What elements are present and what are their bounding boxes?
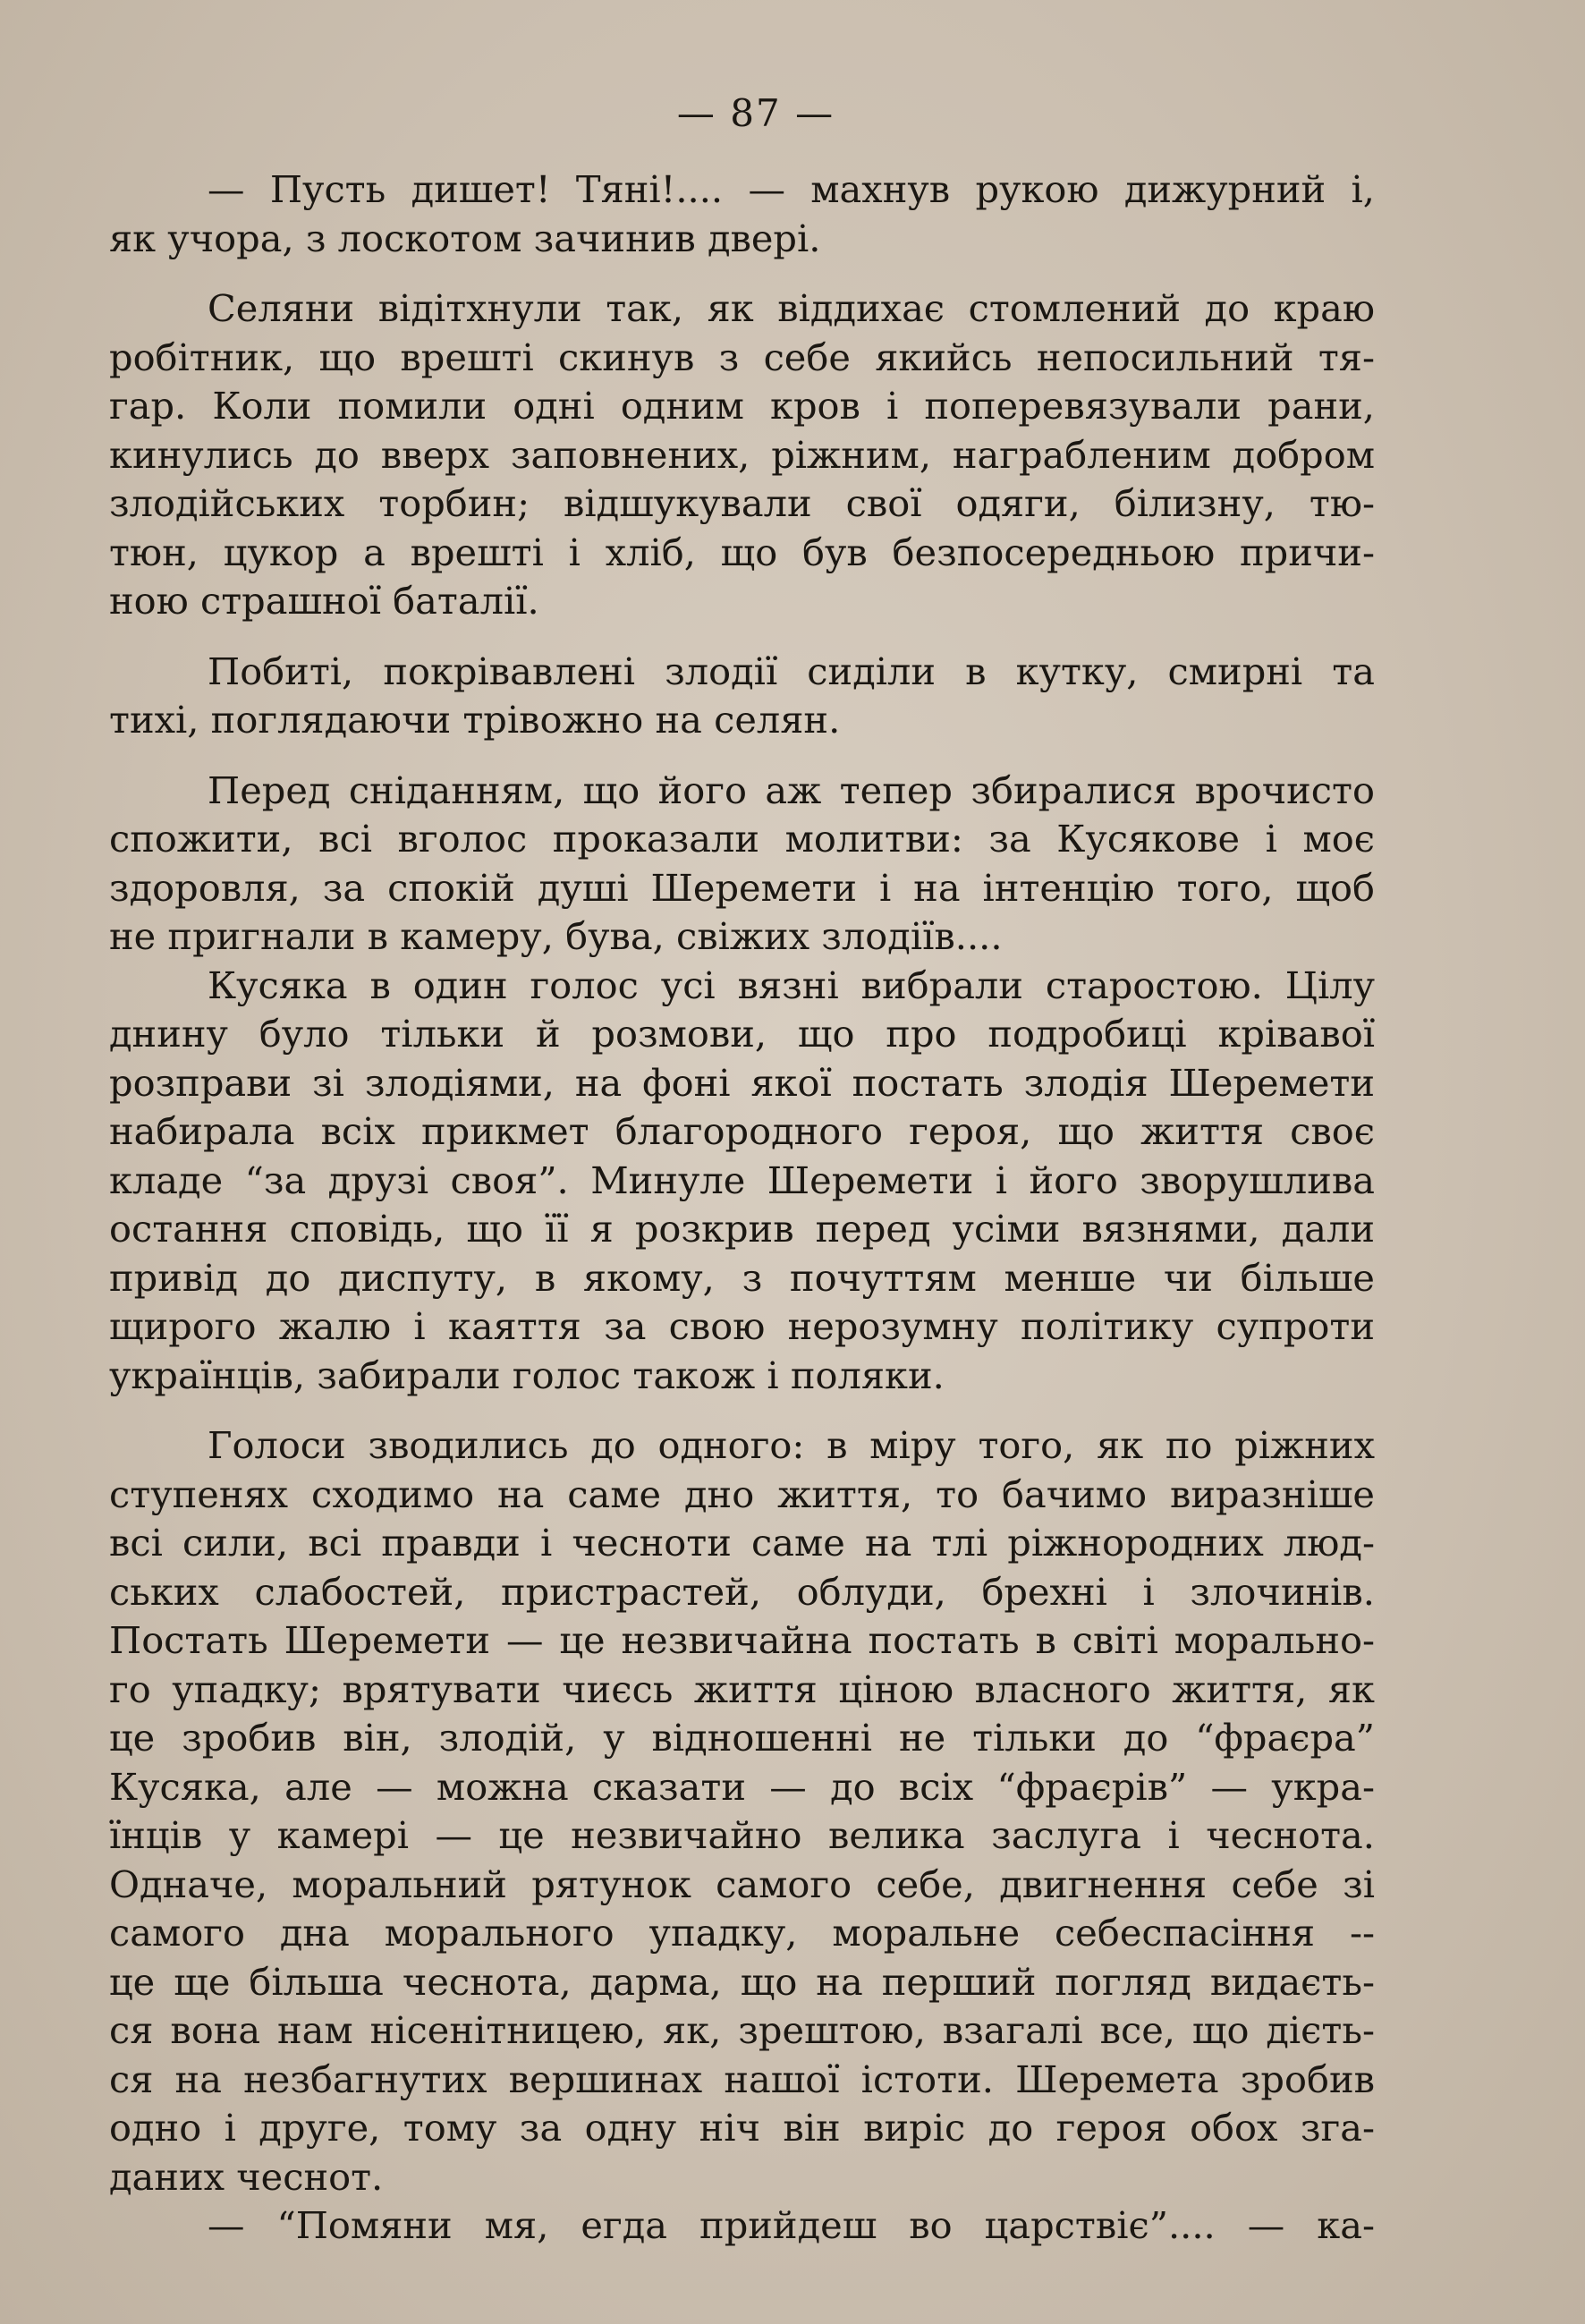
text-line: Побиті, покрівавлені злодії сиділи в кутку, смирні та bbox=[208, 649, 1375, 693]
text-line: Кусяка в один голос усі вязні вибрали старостою. Цілу bbox=[208, 963, 1375, 1007]
text-line: не пригнали в камеру, бува, свіжих злодіїв.... bbox=[109, 914, 1003, 958]
paragraph bbox=[109, 1421, 1375, 2201]
text-line: Голоси зводились до одного: в міру того, як по ріжних bbox=[208, 1423, 1375, 1467]
text-line: одно і друге, тому за одну ніч він виріс до героя обох зга- bbox=[109, 2106, 1375, 2150]
text-line: Перед сніданням, що його аж тепер збиралися врочисто bbox=[208, 768, 1375, 812]
text-line: Кусяка, але — можна сказати — до всіх “фраєрів” — укра- bbox=[109, 1764, 1375, 1809]
text-line: кинулись до вверх заповнених, ріжним, награбленим добром bbox=[109, 432, 1375, 477]
text-line: даних чеснот. bbox=[109, 2154, 384, 2199]
text-line: робітник, що врешті скинув з себе якийсь непосильний тя- bbox=[109, 335, 1375, 379]
text-line: Селяни відітхнули так, як віддихає стомлений до краю bbox=[208, 286, 1375, 330]
text-line: українців, забирали голос також і поляки. bbox=[109, 1353, 945, 1397]
text-line: здоровля, за спокій душі Шеремети і на інтенцію того, щоб bbox=[109, 865, 1375, 910]
text-line: привід до диспуту, в якому, з почуттям менше чи більше bbox=[109, 1255, 1375, 1300]
paragraph bbox=[109, 165, 1375, 263]
text-line: спожити, всі вголос проказали молитви: за Кусякове і моє bbox=[109, 817, 1375, 861]
text-line: тюн, цукор а врешті і хліб, що був безпосередньою причи- bbox=[109, 530, 1375, 574]
text-line: як учора, з лоскотом зачинив двері. bbox=[109, 216, 821, 260]
text-line: Одначе, моральний рятунок самого себе, двигнення себе зі bbox=[109, 1862, 1375, 1906]
text-line: днину було тільки й розмови, що про подробиці крівавої bbox=[109, 1012, 1375, 1056]
paragraph bbox=[109, 962, 1375, 1401]
paragraph bbox=[109, 767, 1375, 962]
text-line: гар. Коли помили одні одним кров і поперевязували рани, bbox=[109, 384, 1375, 428]
text-line: це ще більша чеснота, дарма, що на перший погляд видаєть- bbox=[109, 1959, 1375, 2004]
text-line: ся вона нам нісенітницею, як, зрештою, взагалі все, що дієть- bbox=[109, 2008, 1375, 2052]
text-line: їнців у камері — це незвичайно велика заслуга і чеснота. bbox=[109, 1813, 1375, 1857]
text-line: ступенях сходимо на саме дно життя, то бачимо виразніше bbox=[109, 1472, 1375, 1516]
text-line: ною страшної баталії. bbox=[109, 579, 539, 623]
text-line: Постать Шеремети — це незвичайна постать в світі морально- bbox=[109, 1618, 1375, 1662]
text-line: ських слабостей, пристрастей, облуди, брехні і злочинів. bbox=[109, 1569, 1375, 1614]
paragraph bbox=[109, 648, 1375, 745]
text-line: — Пусть дишет! Тяні!.... — махнув рукою дижурний і, bbox=[208, 167, 1375, 211]
text-line: тихі, поглядаючи трівожно на селян. bbox=[109, 698, 841, 742]
paragraph bbox=[109, 284, 1375, 626]
body-text bbox=[109, 165, 1375, 2251]
text-line: ся на незбагнутих вершинах нашої істоти. Шеремета зробив bbox=[109, 2057, 1375, 2101]
text-line: це зробив він, злодій, у відношенні не тільки до “фраєра” bbox=[109, 1716, 1375, 1760]
text-line: розправи зі злодіями, на фоні якої постать злодія Шеремети bbox=[109, 1060, 1375, 1105]
text-line: кладе “за друзі своя”. Минуле Шеремети і його зворушлива bbox=[109, 1158, 1375, 1202]
text-line: щирого жалю і каяття за свою нерозумну політику супроти bbox=[109, 1304, 1375, 1348]
text-line: самого дна морального упадку, моральне себеспасіння -- bbox=[109, 1911, 1375, 1955]
text-line: всі сили, всі правди і чесноти саме на тлі ріжнородних люд- bbox=[109, 1521, 1375, 1565]
text-line: злодійських торбин; відшукували свої одяги, білизну, тю- bbox=[109, 481, 1375, 525]
text-line: го упадку; врятувати чиєсь життя ціною власного життя, як bbox=[109, 1667, 1375, 1711]
page-number: — 87 — bbox=[676, 91, 835, 135]
text-line: остання сповідь, що її я розкрив перед усіми вязнями, дали bbox=[109, 1207, 1375, 1251]
text-line: — “Помяни мя, егда прийдеш во царствіє”.... — ка- bbox=[208, 2203, 1375, 2247]
paragraph bbox=[109, 2201, 1375, 2251]
text-line: набирала всіх прикмет благородного героя, що життя своє bbox=[109, 1109, 1375, 1153]
